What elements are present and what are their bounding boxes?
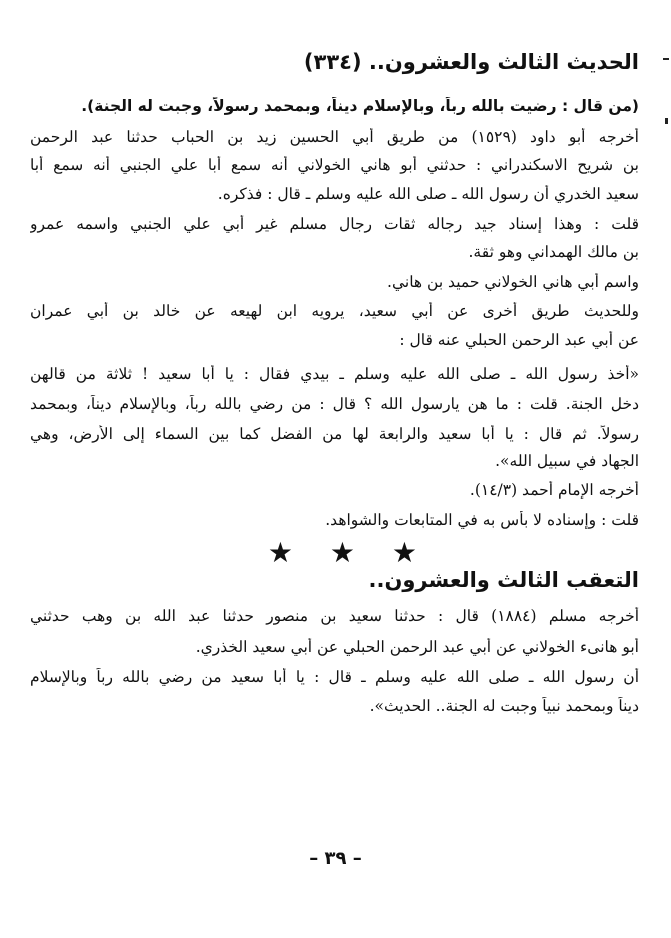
text-line: بن شريح الاسكندراني : حدثني أبو هاني الخولاني أنه سمع أبا علي الجنبي أنه سمع أبا (30, 156, 639, 174)
text-line: قلت : وإسناده لا بأس به في المتابعات والشواهد. (325, 511, 639, 529)
text-line: أخرجه مسلم (١٨٨٤) قال : حدثنا سعيد بن منصور حدثنا عبد الله بن وهب حدثني (30, 607, 639, 625)
text-line: بن مالك الهمداني وهو ثقة. (468, 243, 639, 261)
text-line: أبو هانىء الخولاني عن أبي عبد الرحمن الحبلي عن أبي سعيد الخذري. (195, 638, 639, 656)
quote-line: دخل الجنة. قلت : ما هن يارسول الله ؟ قال : من رضي بالله رباً، وبالإسلام ديناً، وبمحمد (30, 395, 639, 413)
scan-edge-mark (665, 118, 668, 124)
text-line: واسم أبي هاني الخولاني حميد بن هاني. (387, 273, 639, 291)
text-line: عن أبي عبد الرحمن الحبلي عنه قال : (399, 331, 639, 349)
section-divider-stars: ★ ★ ★ (267, 536, 431, 569)
hadith-heading: الحديث الثالث والعشرون.. (٣٣٤) (303, 50, 639, 74)
text-line: قلت : وهذا إسناد جيد رجاله ثقات رجال مسلم غير أبي علي الجنبي واسمه عمرو (30, 215, 639, 233)
quote-line: الجهاد في سبيل الله». (495, 452, 639, 470)
text-line: أخرجه أبو داود (١٥٢٩) من طريق أبي الحسين زيد بن الحباب حدثنا عبد الرحمن (30, 128, 639, 146)
text-line: ديناً وبمحمد نبياً وجبت له الجنة.. الحديث». (369, 697, 639, 715)
page-number: – ٣٩ – (309, 848, 362, 869)
text-line: أخرجه الإمام أحمد (١٤/٣). (469, 481, 639, 499)
hadith-text: (من قال : رضيت بالله رباً، وبالإسلام ديناً، وبمحمد رسولاً، وجبت له الجنة). (81, 97, 639, 115)
text-line: سعيد الخدري أن رسول الله ـ صلى الله عليه وسلم ـ قال : فذكره. (217, 185, 639, 203)
quote-line: «أخذ رسول الله ـ صلى الله عليه وسلم ـ بيدي فقال : يا أبا سعيد ! ثلاثة من قالهن (30, 365, 639, 383)
scan-edge-mark (663, 58, 669, 60)
quote-line: رسولاً. ثم قال : يا أبا سعيد والرابعة لها من الفضل كما بين السماء إلى الأرض، وهي (30, 425, 639, 443)
text-line: وللحديث طريق أخرى عن أبي سعيد، يرويه ابن لهيعه عن خالد بن أبي عمران (30, 302, 639, 320)
text-line: أن رسول الله ـ صلى الله عليه وسلم ـ قال : يا أبا سعيد من رضي بالله رباً وبالإسلام (30, 668, 639, 686)
section-heading: التعقب الثالث والعشرون.. (368, 568, 639, 592)
